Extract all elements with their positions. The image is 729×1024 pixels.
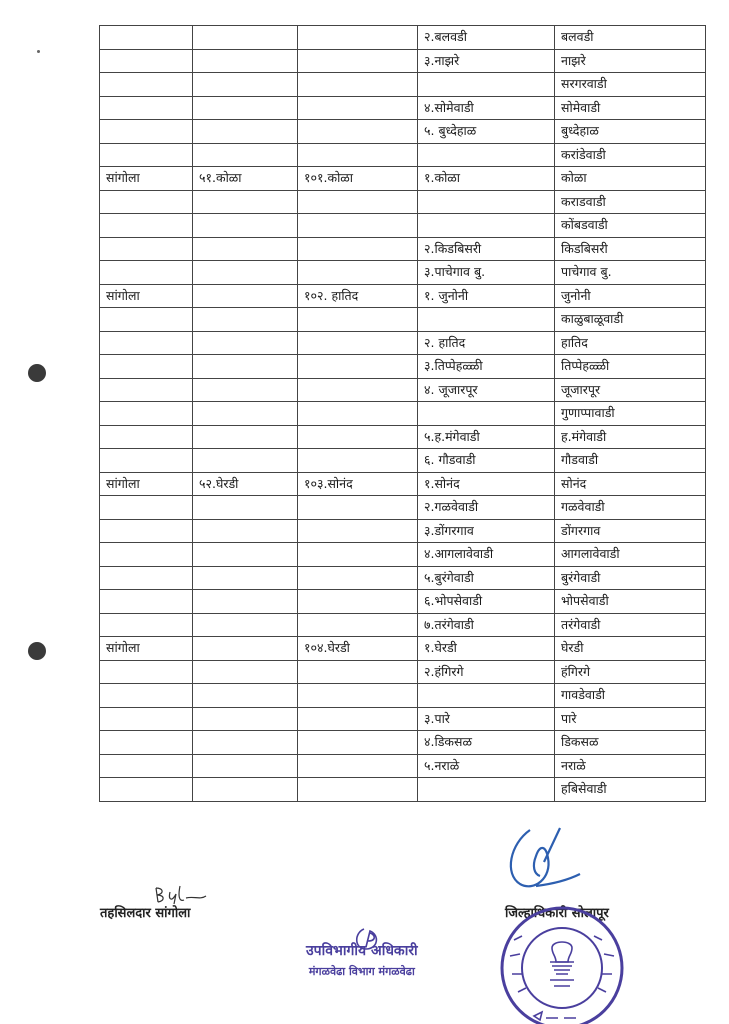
circle-cell <box>193 519 298 543</box>
office-title: उपविभागीय अधिकारी <box>306 943 418 959</box>
table-row <box>100 96 706 120</box>
revenue-village-cell: १.घेरडी <box>418 637 555 661</box>
table-row <box>100 261 706 285</box>
village-cell: पारे <box>555 707 706 731</box>
saja-cell <box>298 684 418 708</box>
revenue-village-cell: १.सोनंद <box>418 472 555 496</box>
circle-cell <box>193 49 298 73</box>
village-cell: हबिसेवाडी <box>555 778 706 802</box>
village-cell: सोनंद <box>555 472 706 496</box>
revenue-village-cell: ५. बुध्देहाळ <box>418 120 555 144</box>
table-row <box>100 120 706 144</box>
taluka-cell <box>100 425 193 449</box>
saja-cell <box>298 355 418 379</box>
revenue-village-cell <box>418 308 555 332</box>
circle-cell: ५१.कोळा <box>193 167 298 191</box>
revenue-village-cell <box>418 684 555 708</box>
revenue-village-cell: ३.डोंगरगाव <box>418 519 555 543</box>
table-row <box>100 472 706 496</box>
circle-cell <box>193 143 298 167</box>
taluka-cell <box>100 660 193 684</box>
taluka-cell <box>100 731 193 755</box>
village-cell: ह.मंगेवाडी <box>555 425 706 449</box>
table-row <box>100 660 706 684</box>
revenue-village-cell <box>418 402 555 426</box>
circle-cell <box>193 190 298 214</box>
village-cell: करांडेवाडी <box>555 143 706 167</box>
revenue-village-cell: ३.तिप्पेहळ्ळी <box>418 355 555 379</box>
saja-cell <box>298 120 418 144</box>
saja-cell <box>298 707 418 731</box>
taluka-cell: सांगोला <box>100 284 193 308</box>
village-cell: सोमेवाडी <box>555 96 706 120</box>
office-subtitle: मंगळवेढा विभाग मंगळवेढा <box>308 965 415 978</box>
circle-cell <box>193 26 298 50</box>
revenue-village-cell <box>418 190 555 214</box>
village-cell: बुध्देहाळ <box>555 120 706 144</box>
revenue-village-cell: ४.सोमेवाडी <box>418 96 555 120</box>
taluka-cell <box>100 214 193 238</box>
circle-cell <box>193 284 298 308</box>
taluka-cell <box>100 496 193 520</box>
revenue-village-cell <box>418 73 555 97</box>
village-cell: पाचेगाव बु. <box>555 261 706 285</box>
taluka-cell <box>100 96 193 120</box>
circle-cell <box>193 378 298 402</box>
village-cell: काळुबाळूवाडी <box>555 308 706 332</box>
revenue-village-cell: ५.नराळे <box>418 754 555 778</box>
table-row <box>100 190 706 214</box>
saja-cell <box>298 566 418 590</box>
village-cell: नाझरे <box>555 49 706 73</box>
saja-cell <box>298 308 418 332</box>
taluka-cell <box>100 378 193 402</box>
village-cell: घेरडी <box>555 637 706 661</box>
village-cell: बुरंगेवाडी <box>555 566 706 590</box>
saja-cell <box>298 214 418 238</box>
saja-cell <box>298 449 418 473</box>
taluka-cell <box>100 519 193 543</box>
village-cell: गौडवाडी <box>555 449 706 473</box>
revenue-village-cell: ३.पाचेगाव बु. <box>418 261 555 285</box>
circle-cell <box>193 261 298 285</box>
saja-cell <box>298 660 418 684</box>
village-cell: नराळे <box>555 754 706 778</box>
taluka-cell <box>100 261 193 285</box>
collector-seal <box>494 900 624 1024</box>
village-cell: डिकसळ <box>555 731 706 755</box>
circle-cell <box>193 754 298 778</box>
circle-cell <box>193 96 298 120</box>
table-row <box>100 566 706 590</box>
taluka-cell <box>100 684 193 708</box>
revenue-village-cell: २.किडबिसरी <box>418 237 555 261</box>
circle-cell <box>193 355 298 379</box>
saja-cell: १०३.सोनंद <box>298 472 418 496</box>
village-cell: कोंबडवाडी <box>555 214 706 238</box>
taluka-cell <box>100 754 193 778</box>
taluka-cell: सांगोला <box>100 472 193 496</box>
table-row <box>100 449 706 473</box>
table-row <box>100 26 706 50</box>
village-cell: किडबिसरी <box>555 237 706 261</box>
revenue-village-cell: ७.तरंगेवाडी <box>418 613 555 637</box>
taluka-cell <box>100 613 193 637</box>
taluka-cell <box>100 308 193 332</box>
revenue-village-cell <box>418 778 555 802</box>
revenue-village-cell <box>418 143 555 167</box>
revenue-village-cell: ४.डिकसळ <box>418 731 555 755</box>
table-row <box>100 167 706 191</box>
saja-cell <box>298 754 418 778</box>
circle-cell <box>193 402 298 426</box>
circle-cell <box>193 237 298 261</box>
revenue-village-cell: १.कोळा <box>418 167 555 191</box>
taluka-cell <box>100 190 193 214</box>
taluka-cell <box>100 73 193 97</box>
village-cell: गुणाप्पावाडी <box>555 402 706 426</box>
village-cell: तिप्पेहळ्ळी <box>555 355 706 379</box>
table-row <box>100 308 706 332</box>
revenue-village-cell: २.बलवडी <box>418 26 555 50</box>
revenue-village-cell: २.गळवेवाडी <box>418 496 555 520</box>
saja-cell <box>298 731 418 755</box>
circle-cell <box>193 331 298 355</box>
table-row <box>100 778 706 802</box>
table-row <box>100 754 706 778</box>
table-row <box>100 355 706 379</box>
circle-cell <box>193 637 298 661</box>
saja-cell <box>298 237 418 261</box>
revenue-village-cell: ४.आगलावेवाडी <box>418 543 555 567</box>
circle-cell <box>193 214 298 238</box>
village-register-table <box>99 25 706 802</box>
circle-cell <box>193 660 298 684</box>
saja-cell <box>298 543 418 567</box>
punch-hole-upper <box>28 364 46 382</box>
saja-cell <box>298 378 418 402</box>
taluka-cell: सांगोला <box>100 167 193 191</box>
saja-cell <box>298 590 418 614</box>
saja-cell <box>298 73 418 97</box>
taluka-cell <box>100 120 193 144</box>
table-row <box>100 378 706 402</box>
table-row <box>100 237 706 261</box>
table-row <box>100 684 706 708</box>
village-cell: भोपसेवाडी <box>555 590 706 614</box>
circle-cell <box>193 731 298 755</box>
punch-hole-lower <box>28 642 46 660</box>
circle-cell <box>193 566 298 590</box>
revenue-village-cell: २. हातिद <box>418 331 555 355</box>
table-row <box>100 402 706 426</box>
table-row <box>100 143 706 167</box>
table-row <box>100 613 706 637</box>
taluka-cell <box>100 590 193 614</box>
circle-cell <box>193 707 298 731</box>
revenue-village-cell: ५.ह.मंगेवाडी <box>418 425 555 449</box>
paper-speck <box>37 50 40 53</box>
taluka-cell <box>100 402 193 426</box>
circle-cell: ५२.घेरडी <box>193 472 298 496</box>
table-row <box>100 637 706 661</box>
revenue-village-cell: ६. गौडवाडी <box>418 449 555 473</box>
village-cell: गळवेवाडी <box>555 496 706 520</box>
taluka-cell <box>100 543 193 567</box>
saja-cell <box>298 778 418 802</box>
table-row <box>100 590 706 614</box>
village-cell: हातिद <box>555 331 706 355</box>
saja-cell <box>298 331 418 355</box>
village-cell: हंगिरगे <box>555 660 706 684</box>
circle-cell <box>193 73 298 97</box>
revenue-village-cell: ३.पारे <box>418 707 555 731</box>
table-row <box>100 731 706 755</box>
taluka-cell <box>100 778 193 802</box>
table-row <box>100 214 706 238</box>
revenue-village-cell: ३.नाझरे <box>418 49 555 73</box>
sdo-office-stamp <box>306 941 418 979</box>
saja-cell <box>298 49 418 73</box>
saja-cell <box>298 190 418 214</box>
collector-signature <box>500 822 585 897</box>
saja-cell <box>298 96 418 120</box>
taluka-cell <box>100 49 193 73</box>
circle-cell <box>193 543 298 567</box>
circle-cell <box>193 778 298 802</box>
revenue-village-cell <box>418 214 555 238</box>
circle-cell <box>193 684 298 708</box>
table-row <box>100 425 706 449</box>
circle-cell <box>193 308 298 332</box>
saja-cell <box>298 261 418 285</box>
village-cell: डोंगरगाव <box>555 519 706 543</box>
saja-cell <box>298 496 418 520</box>
village-cell: जूजारपूर <box>555 378 706 402</box>
saja-cell <box>298 519 418 543</box>
saja-cell <box>298 425 418 449</box>
saja-cell: १०४.घेरडी <box>298 637 418 661</box>
left-signatory: तहसिलदार सांगोला <box>100 906 191 921</box>
taluka-cell <box>100 355 193 379</box>
village-cell: जुनोनी <box>555 284 706 308</box>
village-cell: कोळा <box>555 167 706 191</box>
taluka-cell <box>100 237 193 261</box>
table-row <box>100 284 706 308</box>
saja-cell <box>298 402 418 426</box>
circle-cell <box>193 425 298 449</box>
taluka-cell <box>100 707 193 731</box>
circle-cell <box>193 590 298 614</box>
circle-cell <box>193 120 298 144</box>
saja-cell: १०२. हातिद <box>298 284 418 308</box>
village-cell: सरगरवाडी <box>555 73 706 97</box>
saja-cell <box>298 613 418 637</box>
revenue-village-cell: २.हंगिरगे <box>418 660 555 684</box>
table-row <box>100 49 706 73</box>
village-cell: बलवडी <box>555 26 706 50</box>
table-row <box>100 543 706 567</box>
table-row <box>100 707 706 731</box>
right-signatory: जिल्हाधिकारी सोलापूर <box>505 906 609 921</box>
table-row <box>100 73 706 97</box>
village-cell: गावडेवाडी <box>555 684 706 708</box>
register-body <box>100 26 706 802</box>
village-cell: कराडवाडी <box>555 190 706 214</box>
revenue-village-cell: १. जुनोनी <box>418 284 555 308</box>
revenue-village-cell: ५.बुरंगेवाडी <box>418 566 555 590</box>
revenue-village-cell: ४. जूजारपूर <box>418 378 555 402</box>
revenue-village-cell: ६.भोपसेवाडी <box>418 590 555 614</box>
table-row <box>100 496 706 520</box>
table-row <box>100 331 706 355</box>
saja-cell <box>298 143 418 167</box>
taluka-cell <box>100 143 193 167</box>
taluka-cell <box>100 26 193 50</box>
saja-cell: १०१.कोळा <box>298 167 418 191</box>
circle-cell <box>193 449 298 473</box>
taluka-cell <box>100 566 193 590</box>
village-cell: आगलावेवाडी <box>555 543 706 567</box>
saja-cell <box>298 26 418 50</box>
circle-cell <box>193 613 298 637</box>
table-row <box>100 519 706 543</box>
village-cell: तरंगेवाडी <box>555 613 706 637</box>
taluka-cell <box>100 449 193 473</box>
taluka-cell: सांगोला <box>100 637 193 661</box>
circle-cell <box>193 496 298 520</box>
taluka-cell <box>100 331 193 355</box>
